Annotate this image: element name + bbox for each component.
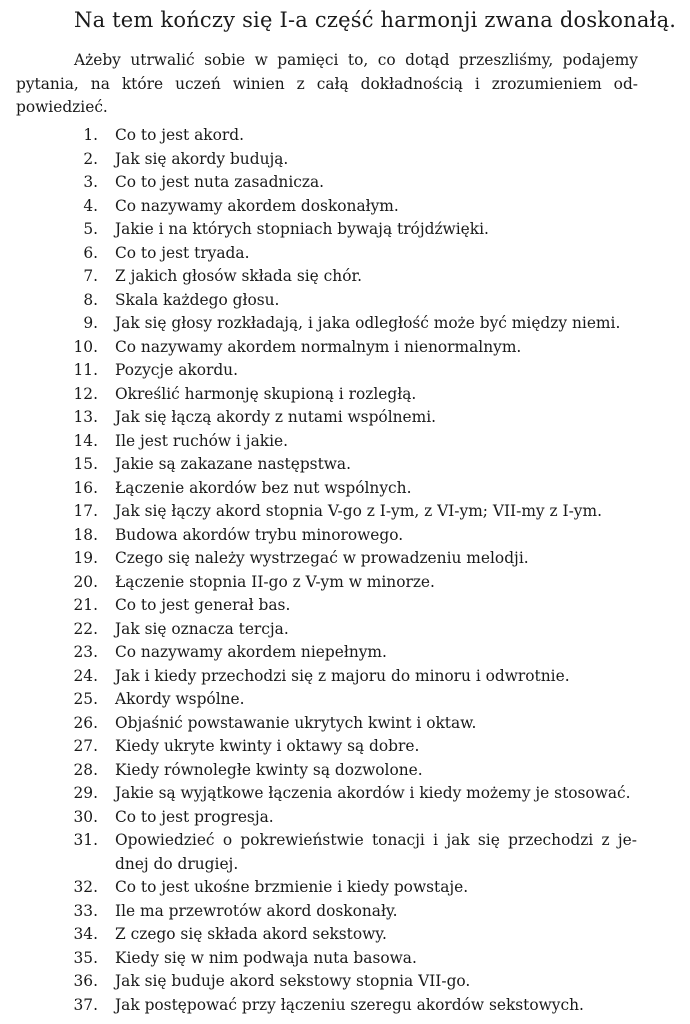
question-text: Jak się łączy akord stopnia V-go z I-ym, z VI-ym; VII-my z I-ym. bbox=[115, 502, 602, 520]
question-text: Kiedy równoległe kwinty są dozwolone. bbox=[115, 760, 423, 779]
question-number: 4. bbox=[83, 196, 98, 215]
question-number: 29. bbox=[73, 784, 98, 802]
question-item bbox=[0, 453, 690, 477]
question-item bbox=[0, 712, 690, 736]
question-text: Co to jest nuta zasadnicza. bbox=[115, 173, 325, 191]
intro-paragraph bbox=[16, 49, 638, 120]
question-text: Łączenie stopnia II-go z V-ym w minorze. bbox=[115, 572, 435, 591]
question-number: 26. bbox=[73, 713, 98, 732]
question-text: Jak postępować przy łączeniu szeregu akordów sekstowych. bbox=[115, 995, 584, 1014]
question-item bbox=[0, 782, 690, 806]
question-item bbox=[0, 806, 690, 830]
question-text-line: dnej do drugiej. bbox=[115, 854, 239, 873]
question-text: Co to jest ukośne brzmienie i kiedy powstaje. bbox=[115, 878, 469, 896]
question-number: 15. bbox=[73, 455, 98, 473]
question-item bbox=[0, 336, 690, 360]
question-number: 37. bbox=[73, 995, 98, 1014]
question-list bbox=[0, 124, 690, 1017]
question-number: 11. bbox=[73, 361, 98, 379]
question-number: 8. bbox=[83, 290, 98, 309]
question-item bbox=[0, 900, 690, 924]
question-number: 28. bbox=[73, 760, 98, 779]
question-text: Co to jest akord. bbox=[115, 126, 245, 144]
question-text: Jak się oznacza tercja. bbox=[115, 619, 289, 638]
question-text: Kiedy się w nim podwaja nuta basowa. bbox=[115, 948, 417, 967]
question-number: 7. bbox=[83, 267, 98, 285]
question-number: 22. bbox=[73, 619, 98, 638]
question-text: Z jakich głosów składa się chór. bbox=[115, 267, 363, 285]
question-text: Jak się buduje akord sekstowy stopnia VII-go. bbox=[115, 972, 471, 990]
question-text: Akordy wspólne. bbox=[115, 690, 245, 708]
question-number: 34. bbox=[73, 925, 98, 943]
question-number: 27. bbox=[73, 737, 98, 755]
question-item bbox=[0, 500, 690, 524]
question-text: Co to jest progresja. bbox=[115, 807, 274, 826]
question-text: Co nazywamy akordem normalnym i nienormalnym. bbox=[115, 337, 522, 356]
question-item bbox=[0, 265, 690, 289]
question-text: Czego się należy wystrzegać w prowadzeniu melodji. bbox=[115, 549, 529, 567]
question-text: Co nazywamy akordem doskonałym. bbox=[115, 196, 399, 215]
question-item bbox=[0, 759, 690, 783]
intro-line: powiedzieć. bbox=[16, 98, 108, 116]
question-item bbox=[0, 923, 690, 947]
question-number: 21. bbox=[73, 596, 98, 614]
question-item bbox=[0, 312, 690, 336]
question-text: Pozycje akordu. bbox=[115, 361, 238, 379]
question-number: 5. bbox=[83, 220, 98, 238]
question-item bbox=[0, 524, 690, 548]
question-number: 33. bbox=[73, 901, 98, 920]
question-item bbox=[0, 594, 690, 618]
question-number: 31. bbox=[73, 831, 98, 849]
question-number: 20. bbox=[73, 572, 98, 591]
question-text: Jak się łączą akordy z nutami wspólnemi. bbox=[115, 408, 437, 426]
question-number: 23. bbox=[73, 643, 98, 661]
question-item bbox=[0, 148, 690, 172]
question-number: 12. bbox=[73, 384, 98, 403]
question-number: 24. bbox=[73, 666, 98, 685]
question-number: 35. bbox=[73, 948, 98, 967]
question-item bbox=[0, 359, 690, 383]
question-number: 13. bbox=[73, 408, 98, 426]
question-number: 17. bbox=[73, 502, 98, 520]
question-item bbox=[0, 994, 690, 1018]
question-text: Co to jest generał bas. bbox=[115, 596, 291, 614]
intro-line: Ażeby utrwalić sobie w pamięci to, co dotąd przeszliśmy, podajemy bbox=[74, 51, 638, 69]
question-item bbox=[0, 829, 690, 876]
question-text bbox=[115, 829, 637, 876]
question-text: Kiedy ukryte kwinty i oktawy są dobre. bbox=[115, 737, 420, 755]
question-item bbox=[0, 618, 690, 642]
question-item bbox=[0, 406, 690, 430]
question-item bbox=[0, 289, 690, 313]
question-number: 19. bbox=[73, 549, 98, 567]
question-item bbox=[0, 430, 690, 454]
question-number: 6. bbox=[83, 243, 98, 262]
question-item bbox=[0, 242, 690, 266]
question-text: Łączenie akordów bez nut wspólnych. bbox=[115, 478, 412, 497]
question-item bbox=[0, 547, 690, 571]
question-item bbox=[0, 171, 690, 195]
question-item bbox=[0, 970, 690, 994]
question-text-line: Opowiedzieć o pokrewieństwie tonacji i jak się przechodzi z je- bbox=[115, 831, 637, 849]
question-text: Objaśnić powstawanie ukrytych kwint i oktaw. bbox=[115, 713, 477, 732]
question-text: Jakie są zakazane następstwa. bbox=[115, 455, 351, 473]
question-item bbox=[0, 688, 690, 712]
question-number: 10. bbox=[73, 337, 98, 356]
question-number: 3. bbox=[83, 173, 98, 191]
question-number: 32. bbox=[73, 878, 98, 896]
question-number: 2. bbox=[83, 149, 98, 168]
question-item bbox=[0, 947, 690, 971]
question-text: Budowa akordów trybu minorowego. bbox=[115, 525, 404, 544]
question-item bbox=[0, 218, 690, 242]
question-number: 16. bbox=[73, 478, 98, 497]
question-text: Ile jest ruchów i jakie. bbox=[115, 431, 289, 450]
question-text: Co nazywamy akordem niepełnym. bbox=[115, 643, 387, 661]
question-number: 36. bbox=[73, 972, 98, 990]
question-text: Jak się akordy budują. bbox=[115, 149, 289, 168]
question-item bbox=[0, 124, 690, 148]
question-text: Jakie są wyjątkowe łączenia akordów i kiedy możemy je stosować. bbox=[115, 784, 631, 802]
question-text: Określić harmonję skupioną i rozległą. bbox=[115, 384, 417, 403]
question-item bbox=[0, 876, 690, 900]
question-text: Jak się głosy rozkładają, i jaka odległość może być między niemi. bbox=[115, 314, 621, 332]
question-number: 25. bbox=[73, 690, 98, 708]
question-number: 9. bbox=[83, 314, 98, 332]
question-item bbox=[0, 735, 690, 759]
question-text: Skala każdego głosu. bbox=[115, 290, 280, 309]
question-item bbox=[0, 641, 690, 665]
question-text: Ile ma przewrotów akord doskonały. bbox=[115, 901, 398, 920]
question-item bbox=[0, 665, 690, 689]
question-item bbox=[0, 571, 690, 595]
question-number: 30. bbox=[73, 807, 98, 826]
question-text: Jak i kiedy przechodzi się z majoru do minoru i odwrotnie. bbox=[115, 666, 570, 685]
question-item bbox=[0, 195, 690, 219]
question-item bbox=[0, 477, 690, 501]
question-number: 18. bbox=[73, 525, 98, 544]
question-item bbox=[0, 383, 690, 407]
intro-line: pytania, na które uczeń winien z całą dokładnością i zrozumieniem od- bbox=[16, 74, 638, 93]
question-text: Jakie i na których stopniach bywają trójdźwięki. bbox=[115, 220, 489, 238]
page-heading: Na tem kończy się I-a część harmonji zwana doskonałą. bbox=[74, 8, 677, 32]
question-number: 1. bbox=[83, 126, 98, 144]
question-number: 14. bbox=[73, 431, 98, 450]
question-text: Z czego się składa akord sekstowy. bbox=[115, 925, 387, 943]
question-text: Co to jest tryada. bbox=[115, 243, 250, 262]
